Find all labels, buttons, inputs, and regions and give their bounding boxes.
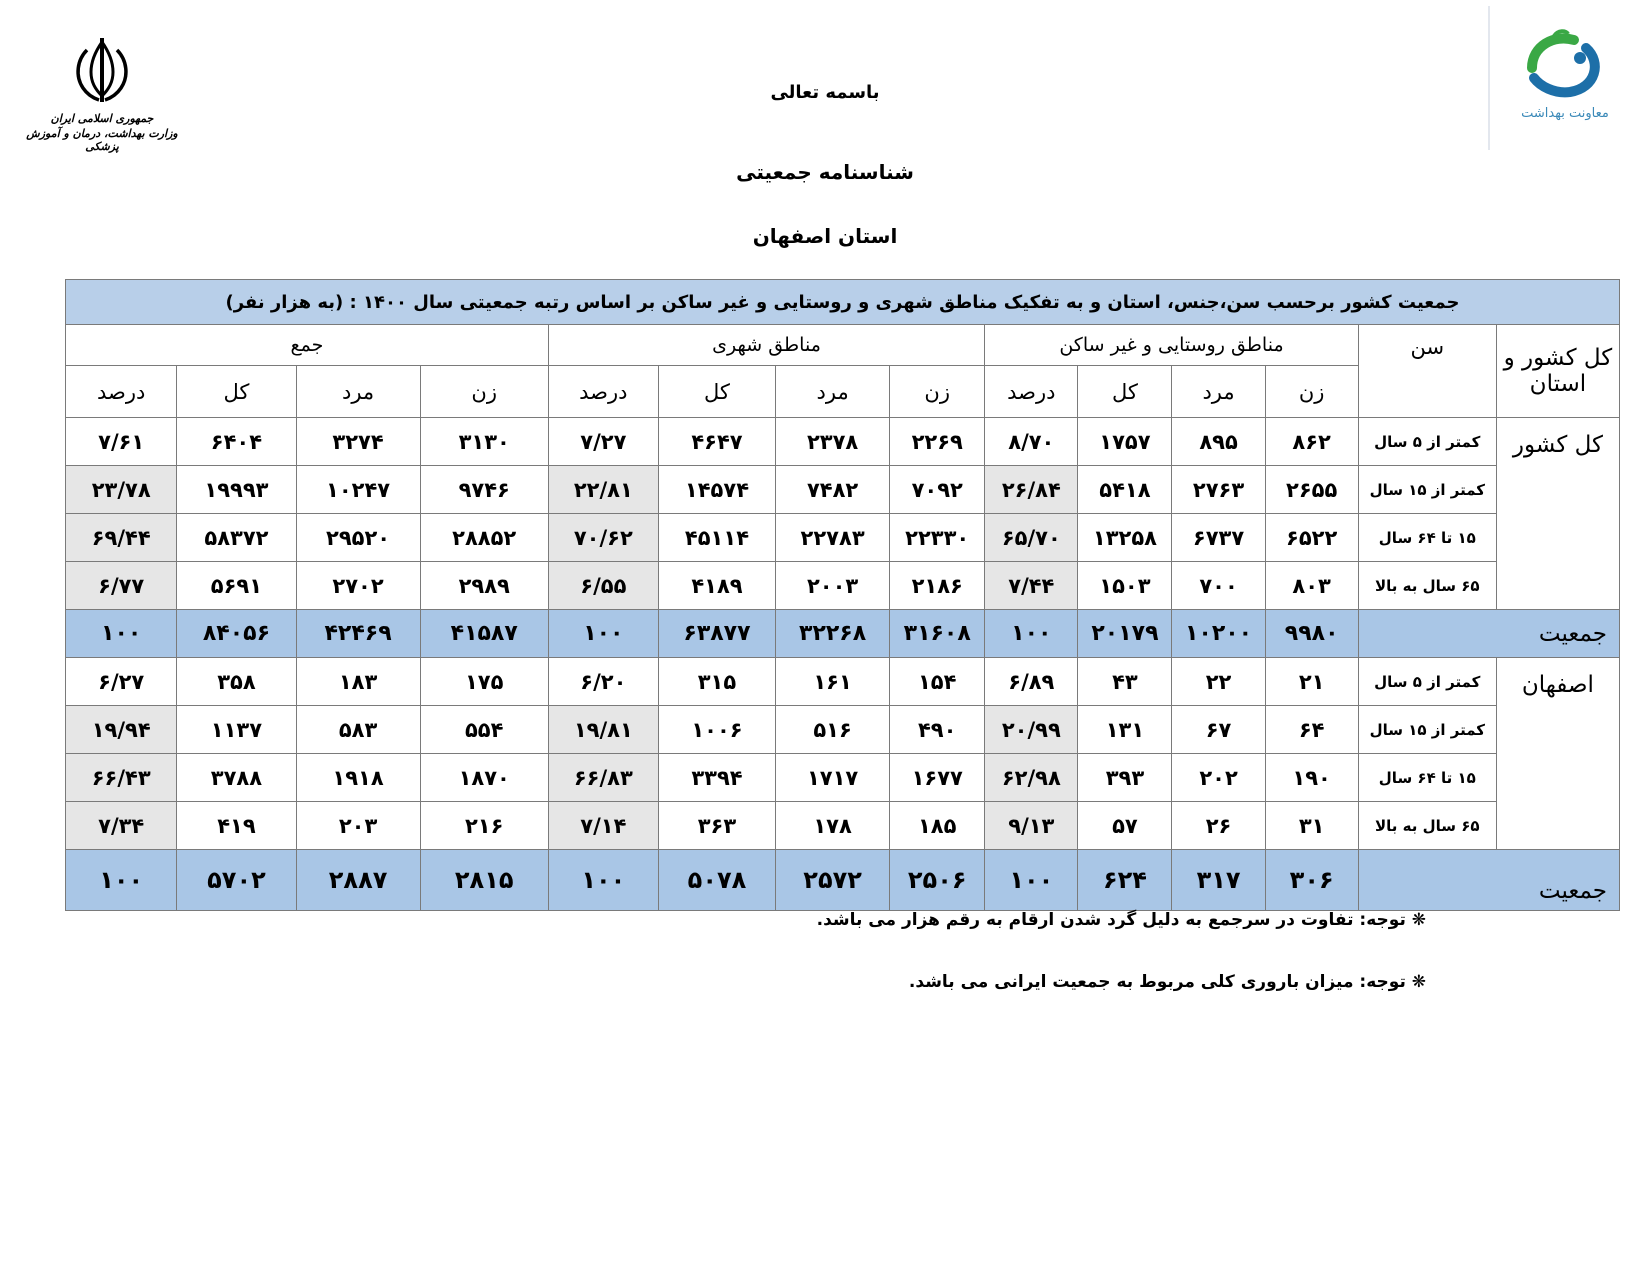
cell-rural-male: ۲۰۲ — [1172, 754, 1265, 802]
cell-urban-total: ۳۱۵ — [658, 658, 775, 706]
table-row — [66, 706, 1620, 754]
total-rural-total: ۲۰۱۷۹ — [1078, 610, 1172, 658]
cell-urban-male: ۱۷۱۷ — [776, 754, 890, 802]
logo-line-1: جمهوری اسلامی ایران — [50, 112, 154, 125]
table-row — [66, 802, 1620, 850]
cell-rural-total: ۴۳ — [1078, 658, 1172, 706]
total-urban-female: ۲۵۰۶ — [890, 850, 985, 911]
cell-urban-percent: ۶/۵۵ — [548, 562, 658, 610]
cell-sum-total: ۴۱۹ — [177, 802, 296, 850]
cell-rural-female: ۱۹۰ — [1265, 754, 1358, 802]
cell-sum-male: ۱۹۱۸ — [296, 754, 420, 802]
cell-sum-total: ۵۸۳۷۲ — [177, 514, 296, 562]
cell-urban-percent: ۷/۲۷ — [548, 418, 658, 466]
age-cell: کمتر از ۱۵ سال — [1358, 466, 1496, 514]
cell-sum-percent: ۷/۶۱ — [66, 418, 177, 466]
cell-rural-female: ۶۴ — [1265, 706, 1358, 754]
cell-urban-percent: ۷/۱۴ — [548, 802, 658, 850]
cell-rural-percent: ۲۰/۹۹ — [985, 706, 1078, 754]
subheader-percent: درصد — [66, 366, 177, 418]
cell-rural-female: ۸۶۲ — [1265, 418, 1358, 466]
subheader-male: مرد — [296, 366, 420, 418]
cell-urban-female: ۲۲۶۹ — [890, 418, 985, 466]
logo-caption: معاونت بهداشت — [1521, 106, 1609, 121]
cell-rural-total: ۳۹۳ — [1078, 754, 1172, 802]
total-urban-male: ۳۲۲۶۸ — [776, 610, 890, 658]
cell-sum-total: ۳۵۸ — [177, 658, 296, 706]
cell-urban-female: ۲۲۳۳۰ — [890, 514, 985, 562]
cell-rural-percent: ۲۶/۸۴ — [985, 466, 1078, 514]
cell-urban-percent: ۶۶/۸۳ — [548, 754, 658, 802]
subheader-percent: درصد — [985, 366, 1078, 418]
subheader-total: کل — [177, 366, 296, 418]
cell-rural-male: ۲۲ — [1172, 658, 1265, 706]
cell-rural-percent: ۹/۱۳ — [985, 802, 1078, 850]
cell-urban-male: ۷۴۸۲ — [776, 466, 890, 514]
cell-rural-male: ۸۹۵ — [1172, 418, 1265, 466]
cell-sum-female: ۳۱۳۰ — [420, 418, 548, 466]
total-rural-female: ۳۰۶ — [1265, 850, 1358, 911]
total-sum-percent: ۱۰۰ — [66, 850, 177, 911]
cell-urban-percent: ۷۰/۶۲ — [548, 514, 658, 562]
cell-rural-percent: ۷/۴۴ — [985, 562, 1078, 610]
total-sum-total: ۵۷۰۲ — [177, 850, 296, 911]
cell-sum-percent: ۷/۳۴ — [66, 802, 177, 850]
cell-sum-percent: ۱۹/۹۴ — [66, 706, 177, 754]
cell-urban-total: ۱۰۰۶ — [658, 706, 775, 754]
total-rural-male: ۱۰۲۰۰ — [1172, 610, 1265, 658]
subheader-male: مرد — [776, 366, 890, 418]
cell-rural-percent: ۸/۷۰ — [985, 418, 1078, 466]
cell-sum-male: ۱۸۳ — [296, 658, 420, 706]
cell-sum-total: ۳۷۸۸ — [177, 754, 296, 802]
cell-rural-male: ۶۷ — [1172, 706, 1265, 754]
total-row — [66, 610, 1620, 658]
cell-sum-male: ۱۰۲۴۷ — [296, 466, 420, 514]
cell-urban-percent: ۶/۲۰ — [548, 658, 658, 706]
cell-rural-total: ۱۳۱ — [1078, 706, 1172, 754]
cell-sum-male: ۲۷۰۲ — [296, 562, 420, 610]
note-rounding: ❋ توجه: تفاوت در سرجمع به دلیل گرد شدن ارقام به رقم هزار می باشد. — [816, 910, 1426, 930]
age-cell: کمتر از ۱۵ سال — [1358, 706, 1496, 754]
cell-rural-total: ۱۷۵۷ — [1078, 418, 1172, 466]
table-row — [66, 754, 1620, 802]
invocation: باسمه تعالی — [770, 82, 880, 103]
cell-sum-female: ۱۸۷۰ — [420, 754, 548, 802]
total-rural-total: ۶۲۴ — [1078, 850, 1172, 911]
subheader-percent: درصد — [548, 366, 658, 418]
total-sum-percent: ۱۰۰ — [66, 610, 177, 658]
cell-urban-total: ۴۵۱۱۴ — [658, 514, 775, 562]
cell-sum-percent: ۶۹/۴۴ — [66, 514, 177, 562]
total-urban-female: ۳۱۶۰۸ — [890, 610, 985, 658]
cell-sum-male: ۲۹۵۲۰ — [296, 514, 420, 562]
group-header-sum: جمع — [66, 325, 549, 366]
cell-sum-total: ۶۴۰۴ — [177, 418, 296, 466]
cell-sum-male: ۲۰۳ — [296, 802, 420, 850]
cell-urban-total: ۳۳۹۴ — [658, 754, 775, 802]
cell-urban-percent: ۲۲/۸۱ — [548, 466, 658, 514]
cell-rural-total: ۱۵۰۳ — [1078, 562, 1172, 610]
cell-sum-male: ۵۸۳ — [296, 706, 420, 754]
age-cell: ۶۵ سال به بالا — [1358, 562, 1496, 610]
total-urban-percent: ۱۰۰ — [548, 850, 658, 911]
cell-urban-male: ۱۶۱ — [776, 658, 890, 706]
province-title: استان اصفهان — [752, 224, 898, 248]
age-cell: ۶۵ سال به بالا — [1358, 802, 1496, 850]
age-cell: ۱۵ تا ۶۴ سال — [1358, 514, 1496, 562]
cell-sum-total: ۱۱۳۷ — [177, 706, 296, 754]
subheader-female: زن — [420, 366, 548, 418]
cell-rural-percent: ۶/۸۹ — [985, 658, 1078, 706]
region-cell: کل کشور — [1496, 418, 1619, 610]
cell-rural-percent: ۶۲/۹۸ — [985, 754, 1078, 802]
total-sum-female: ۲۸۱۵ — [420, 850, 548, 911]
total-urban-male: ۲۵۷۲ — [776, 850, 890, 911]
cell-rural-percent: ۶۵/۷۰ — [985, 514, 1078, 562]
cell-sum-percent: ۶/۲۷ — [66, 658, 177, 706]
table-row — [66, 514, 1620, 562]
table-row — [66, 466, 1620, 514]
cell-rural-female: ۳۱ — [1265, 802, 1358, 850]
age-column-header: سن — [1358, 325, 1496, 418]
cell-urban-female: ۱۵۴ — [890, 658, 985, 706]
total-sum-female: ۴۱۵۸۷ — [420, 610, 548, 658]
subheader-female: زن — [890, 366, 985, 418]
total-rural-male: ۳۱۷ — [1172, 850, 1265, 911]
age-cell: ۱۵ تا ۶۴ سال — [1358, 754, 1496, 802]
cell-rural-female: ۲۶۵۵ — [1265, 466, 1358, 514]
table-body — [66, 418, 1620, 911]
cell-rural-female: ۲۱ — [1265, 658, 1358, 706]
cell-urban-male: ۵۱۶ — [776, 706, 890, 754]
cell-rural-male: ۷۰۰ — [1172, 562, 1265, 610]
subheader-total: کل — [658, 366, 775, 418]
total-label: جمعیت — [1358, 610, 1619, 658]
subheader-male: مرد — [1172, 366, 1265, 418]
cell-urban-female: ۴۹۰ — [890, 706, 985, 754]
cell-rural-female: ۶۵۲۲ — [1265, 514, 1358, 562]
cell-urban-total: ۱۴۵۷۴ — [658, 466, 775, 514]
cell-sum-percent: ۲۳/۷۸ — [66, 466, 177, 514]
age-cell: کمتر از ۵ سال — [1358, 658, 1496, 706]
cell-urban-male: ۲۰۰۳ — [776, 562, 890, 610]
cell-sum-female: ۱۷۵ — [420, 658, 548, 706]
table-row — [66, 562, 1620, 610]
table-row — [66, 418, 1620, 466]
total-sum-male: ۲۸۸۷ — [296, 850, 420, 911]
population-table — [65, 279, 1620, 911]
total-rural-percent: ۱۰۰ — [985, 850, 1078, 911]
cell-urban-percent: ۱۹/۸۱ — [548, 706, 658, 754]
total-rural-percent: ۱۰۰ — [985, 610, 1078, 658]
cell-rural-total: ۱۳۲۵۸ — [1078, 514, 1172, 562]
cell-sum-total: ۱۹۹۹۳ — [177, 466, 296, 514]
cell-rural-total: ۵۴۱۸ — [1078, 466, 1172, 514]
cell-rural-male: ۲۶ — [1172, 802, 1265, 850]
document-title: شناسنامه جمعیتی — [736, 160, 914, 184]
cell-sum-total: ۵۶۹۱ — [177, 562, 296, 610]
subheader-female: زن — [1265, 366, 1358, 418]
total-rural-female: ۹۹۸۰ — [1265, 610, 1358, 658]
group-header-urban: مناطق شهری — [548, 325, 984, 366]
note-fertility: ❋ توجه: میزان باروری کلی مربوط به جمعیت ایرانی می باشد. — [908, 972, 1426, 992]
cell-sum-female: ۲۱۶ — [420, 802, 548, 850]
region-column-header: کل کشور و استان — [1496, 325, 1619, 418]
logo-line-2: وزارت بهداشت، درمان و آموزش پزشکی — [26, 127, 178, 153]
cell-urban-male: ۲۳۷۸ — [776, 418, 890, 466]
age-cell: کمتر از ۵ سال — [1358, 418, 1496, 466]
cell-rural-total: ۵۷ — [1078, 802, 1172, 850]
total-sum-male: ۴۲۴۶۹ — [296, 610, 420, 658]
cell-urban-male: ۱۷۸ — [776, 802, 890, 850]
cell-rural-male: ۶۷۳۷ — [1172, 514, 1265, 562]
health-deputy-logo — [1488, 6, 1642, 150]
total-urban-percent: ۱۰۰ — [548, 610, 658, 658]
cell-urban-female: ۷۰۹۲ — [890, 466, 985, 514]
cell-rural-male: ۲۷۶۳ — [1172, 466, 1265, 514]
cell-rural-female: ۸۰۳ — [1265, 562, 1358, 610]
cell-sum-female: ۵۵۴ — [420, 706, 548, 754]
cell-sum-female: ۲۸۸۵۲ — [420, 514, 548, 562]
cell-urban-female: ۱۸۵ — [890, 802, 985, 850]
cell-urban-total: ۴۶۴۷ — [658, 418, 775, 466]
total-sum-total: ۸۴۰۵۶ — [177, 610, 296, 658]
total-label: جمعیت — [1358, 850, 1619, 911]
region-cell: اصفهان — [1496, 658, 1619, 850]
subheader-total: کل — [1078, 366, 1172, 418]
cell-urban-total: ۴۱۸۹ — [658, 562, 775, 610]
cell-sum-percent: ۶/۷۷ — [66, 562, 177, 610]
table-row — [66, 658, 1620, 706]
total-row — [66, 850, 1620, 911]
cell-sum-female: ۹۷۴۶ — [420, 466, 548, 514]
cell-sum-male: ۳۲۷۴ — [296, 418, 420, 466]
total-urban-total: ۶۳۸۷۷ — [658, 610, 775, 658]
table-caption: جمعیت کشور برحسب سن،جنس، استان و به تفکیک مناطق شهری و روستایی و غیر ساکن بر اساس رتبه جمعیتی سال ۱۴۰۰ : (به هزار نفر) — [66, 280, 1620, 325]
cell-urban-male: ۲۲۷۸۳ — [776, 514, 890, 562]
group-header-rural: مناطق روستایی و غیر ساکن — [985, 325, 1358, 366]
total-urban-total: ۵۰۷۸ — [658, 850, 775, 911]
cell-urban-total: ۳۶۳ — [658, 802, 775, 850]
cell-urban-female: ۲۱۸۶ — [890, 562, 985, 610]
cell-sum-percent: ۶۶/۴۳ — [66, 754, 177, 802]
cell-sum-female: ۲۹۸۹ — [420, 562, 548, 610]
cell-urban-female: ۱۶۷۷ — [890, 754, 985, 802]
